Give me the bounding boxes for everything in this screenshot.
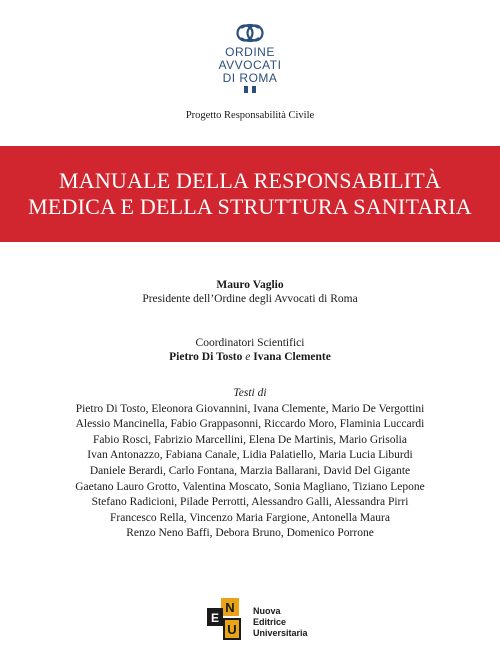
logo-letter-n: N	[225, 600, 235, 615]
logo-line-2: AVVOCATI	[218, 58, 282, 72]
neu-publisher-logo-icon	[207, 598, 243, 642]
coordinators-conjunction: e	[245, 351, 254, 363]
ordine-avvocati-logo	[214, 20, 286, 112]
coordinators-block	[0, 336, 500, 364]
author-block	[0, 278, 500, 306]
coordinator-1: Pietro Di Tosto	[169, 351, 243, 363]
logo-line-3: DI ROMA	[222, 71, 278, 85]
publisher-name-line-1: Nuova	[253, 606, 281, 616]
contributors-line: Gaetano Lauro Grotto, Valentina Moscato, Sonia Magliano, Tiziano Lepone	[75, 480, 425, 493]
coordinators-label: Coordinatori Scientifici	[195, 337, 305, 349]
contributors-line: Francesco Rella, Vincenzo Maria Fargione, Antonella Maura	[110, 511, 390, 524]
contributors-line: Pietro Di Tosto, Eleonora Giovannini, Ivana Clemente, Mario De Vergottini	[75, 402, 425, 415]
contributors-line: Stefano Radicioni, Pilade Perrotti, Alessandro Galli, Alessandra Pirri	[91, 496, 409, 509]
project-label: Progetto Responsabilità Civile	[185, 110, 315, 121]
author-role: Presidente dell’Ordine degli Avvocati di Roma	[142, 293, 358, 305]
logo-line-1: ORDINE	[225, 45, 275, 59]
logo-pillars-icon	[243, 86, 257, 93]
title-line-2: MEDICA E DELLA STRUTTURA SANITARIA	[28, 194, 472, 219]
publisher-block	[207, 598, 317, 644]
logo-letter-u: U	[227, 622, 237, 637]
publisher-name-line-3: Universitaria	[253, 628, 308, 638]
title-band	[0, 146, 500, 242]
contributors-line: Ivan Antonazzo, Fabiana Canale, Lidia Palatiello, Maria Lucia Liburdi	[87, 449, 413, 462]
coordinator-2: Ivana Clemente	[253, 351, 331, 363]
knot-emblem-icon	[235, 20, 265, 46]
coordinators-names	[0, 350, 500, 364]
contributors-line: Daniele Berardi, Carlo Fontana, Marzia Ballarani, David Del Gigante	[89, 464, 411, 477]
publisher-name	[253, 606, 308, 639]
logo-letter-e: E	[210, 611, 220, 625]
author-name: Mauro Vaglio	[216, 279, 284, 291]
contributors-label: Testi di	[233, 387, 267, 399]
contributors-line: Alessio Mancinella, Fabio Grappasonni, Riccardo Moro, Flaminia Luccardi	[75, 418, 425, 431]
contributors-line: Renzo Neno Baffi, Debora Bruno, Domenico Porrone	[126, 527, 374, 540]
title-line-1: MANUALE DELLA RESPONSABILITÀ	[58, 168, 442, 193]
contributors-line: Fabio Rosci, Fabrizio Marcellini, Elena De Martinis, Mario Grisolia	[93, 433, 407, 446]
contributors-block	[0, 386, 500, 542]
publisher-name-line-2: Editrice	[253, 617, 287, 627]
